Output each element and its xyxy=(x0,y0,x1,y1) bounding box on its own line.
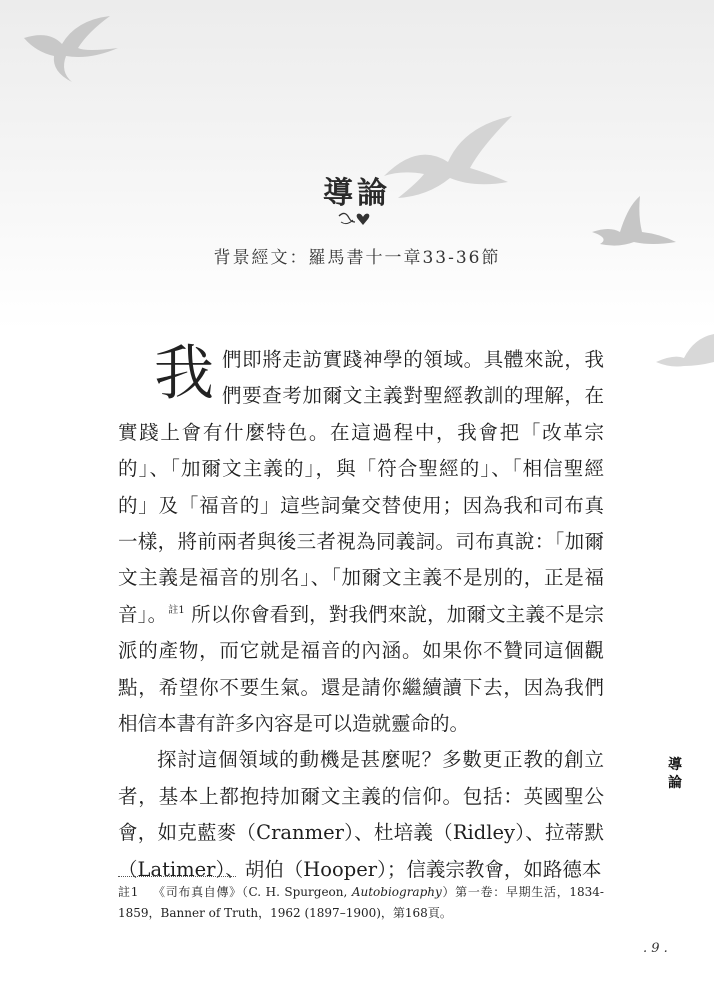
footnote-text: 《司布真自傳》（C. H. Spurgeon, xyxy=(152,885,352,899)
footnote-text: ）第一卷：早期生活，1834-1859，Banner of Truth，1962 (1897–1900)，第168頁。 xyxy=(118,885,604,920)
main-body-text xyxy=(118,339,604,888)
paragraph-text: 們即將走訪實踐神學的領域。具體來說，我們要查考加爾文主義對聖經教訓的理解，在實踐上會有什麼特色。在這過程中，我會把「改革宗的」、「加爾文主義的」，與「符合聖經的」、「相信聖經的」及「福音的」這些詞彙交替使用；因為我和司布真一樣，將前兩者與後三者視為同義詞。司布真說：「加爾文主義是福音的別名」、「加爾文主義不是別的，正是福音」。 xyxy=(118,348,604,626)
seagull-illustration xyxy=(14,8,124,86)
footnote-divider xyxy=(118,876,236,877)
page-number: . 9 . xyxy=(643,941,668,956)
footnote-book-title: Autobiography xyxy=(351,885,442,899)
drop-cap: 我 xyxy=(154,339,214,409)
chapter-side-tab: 導論 xyxy=(668,757,682,791)
seagull-illustration xyxy=(654,332,714,372)
footnote xyxy=(118,882,604,924)
footnote-reference: 註1 xyxy=(168,605,185,617)
heart-ornament-icon xyxy=(337,208,377,230)
seagull-sky-background xyxy=(0,0,714,330)
footnote-label: 註1 xyxy=(118,885,139,899)
paragraph-text: 所以你會看到，對我們來說，加爾文主義不是宗派的產物，而它就是福音的內涵。如果你不贊同這個觀點，希望你不要生氣。還是請你繼續讀下去，因為我們相信本書有許多內容是可以造就靈命的。 xyxy=(118,602,604,736)
chapter-title: 導論 xyxy=(323,176,391,211)
paragraph: 探討這個領域的動機是甚麼呢？多數更正教的創立者，基本上都抱持加爾文主義的信仰。包括：英國聖公會，如克藍麥（Cranmer）、杜培義（Ridley）、拉蒂默（Latimer）、胡伯（Hooper）；信義宗教會，如路德本 xyxy=(118,748,604,881)
paragraph xyxy=(118,339,604,742)
background-scripture: 背景經文：羅馬書十一章33-36節 xyxy=(213,248,501,268)
